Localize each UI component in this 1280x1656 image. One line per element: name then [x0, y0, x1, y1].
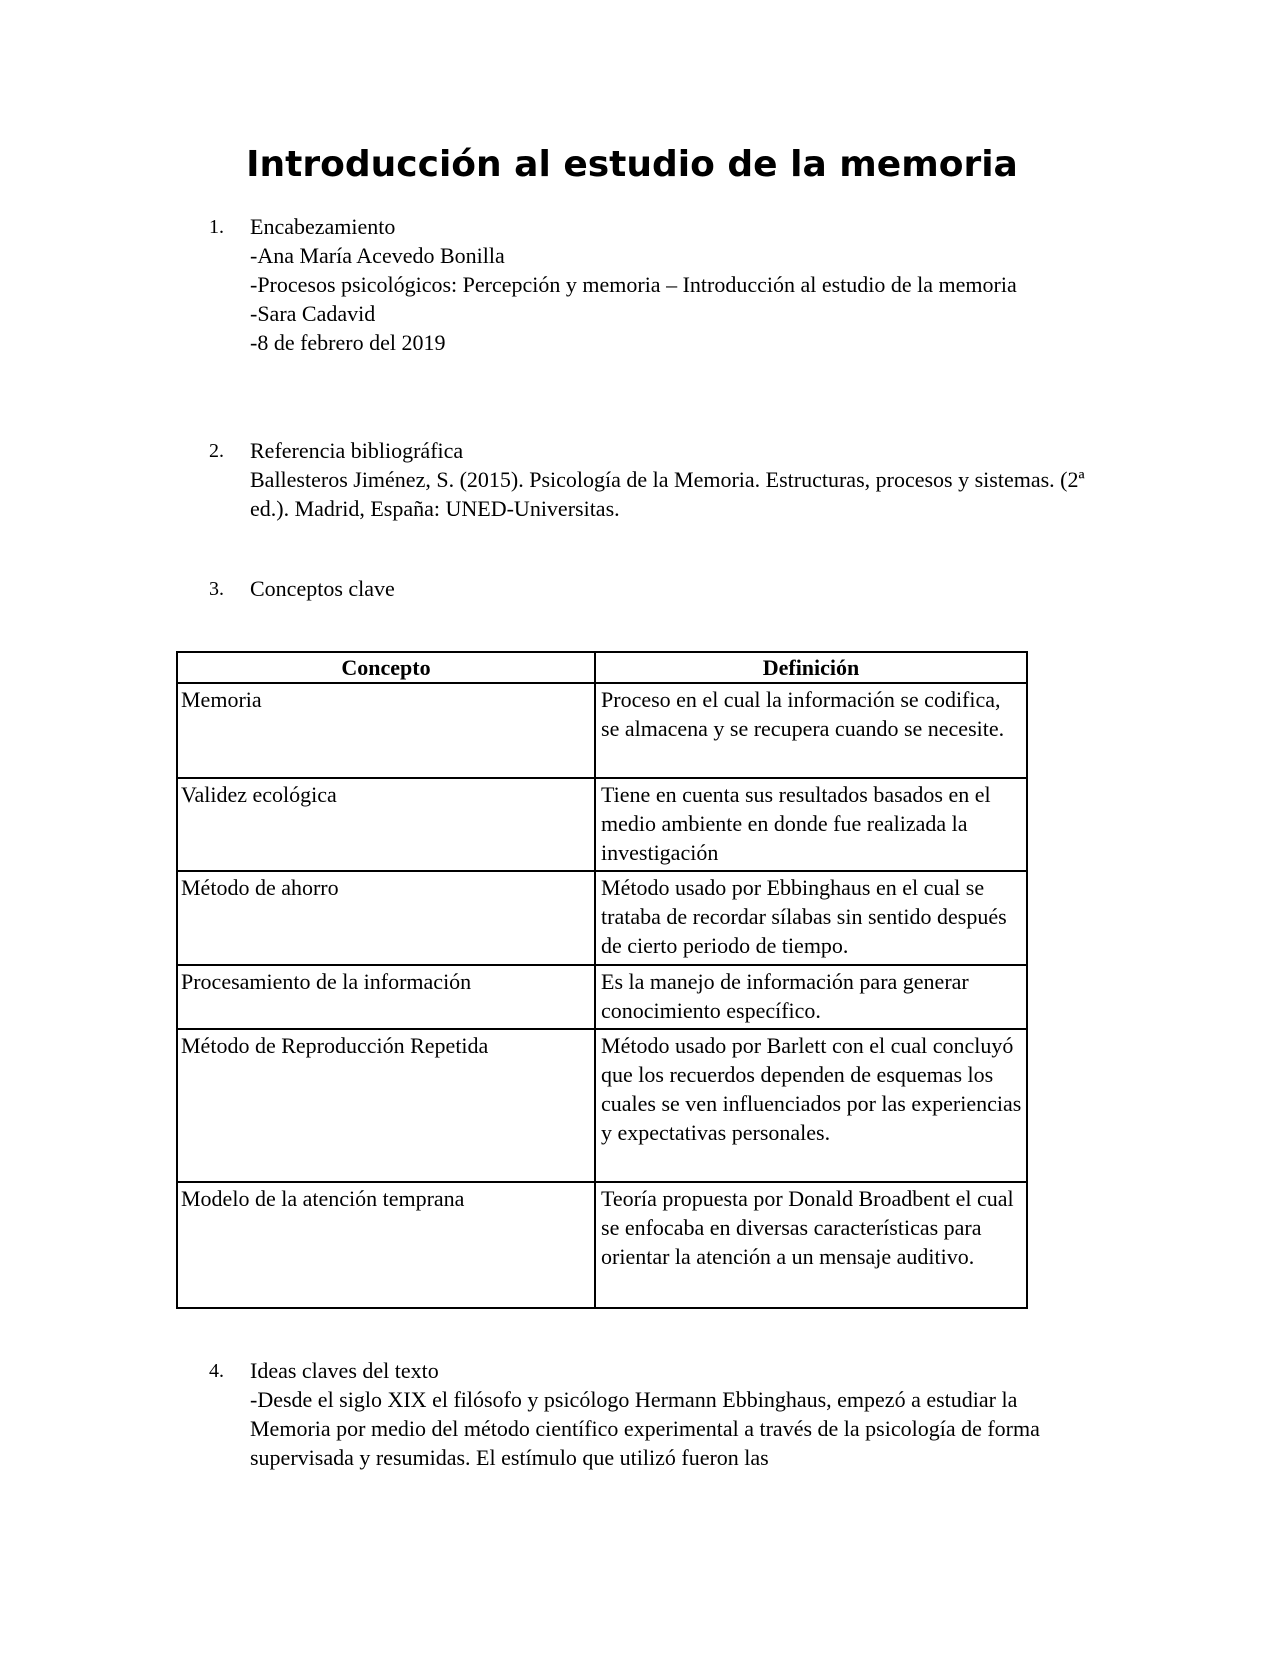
- column-header-definition: Definición: [595, 652, 1027, 683]
- table-row: [177, 871, 1027, 965]
- table-row: [177, 1182, 1027, 1308]
- author-line: -Ana María Acevedo Bonilla: [250, 243, 505, 268]
- table-row: [177, 778, 1027, 871]
- definition-cell: Tiene en cuenta sus resultados basados en el medio ambiente en donde fue realizada la investigación: [595, 778, 1027, 871]
- section-number: 3.: [209, 578, 224, 600]
- concept-cell: Método de Reproducción Repetida: [177, 1029, 595, 1182]
- definition-cell: Teoría propuesta por Donald Broadbent el cual se enfocaba en diversas características para orientar la atención a un mensaje auditivo.: [595, 1182, 1027, 1308]
- concepts-table: [176, 651, 1028, 1309]
- page-title: Introducción al estudio de la memoria: [246, 144, 1018, 185]
- definition-cell: Método usado por Barlett con el cual concluyó que los recuerdos dependen de esquemas los cuales se ven influenciados por las experiencias y expectativas personales.: [595, 1029, 1027, 1182]
- section-number: 1.: [209, 216, 224, 238]
- definition-cell: Es la manejo de información para generar conocimiento específico.: [595, 965, 1027, 1029]
- table-row: [177, 683, 1027, 778]
- section-heading: Ideas claves del texto: [250, 1358, 439, 1383]
- section-number: 2.: [209, 440, 224, 462]
- definition-cell: Proceso en el cual la información se codifica, se almacena y se recupera cuando se necesite.: [595, 683, 1027, 778]
- concept-cell: Validez ecológica: [177, 778, 595, 871]
- definition-cell: Método usado por Ebbinghaus en el cual se trataba de recordar sílabas sin sentido después de cierto periodo de tiempo.: [595, 871, 1027, 965]
- concept-cell: Método de ahorro: [177, 871, 595, 965]
- key-ideas-paragraph: -Desde el siglo XIX el filósofo y psicólogo Hermann Ebbinghaus, empezó a estudiar la Memoria por medio del método científico experimental a través de la psicología de forma supervisada y resumidas. El estímulo que utilizó fueron las: [250, 1387, 1040, 1470]
- section-heading: Encabezamiento: [250, 214, 396, 239]
- date-line: -8 de febrero del 2019: [250, 330, 446, 355]
- concept-cell: Procesamiento de la información: [177, 965, 595, 1029]
- table-row: [177, 1029, 1027, 1182]
- column-header-concept: Concepto: [177, 652, 595, 683]
- concept-cell: Memoria: [177, 683, 595, 778]
- section-heading: Conceptos clave: [250, 576, 395, 601]
- table-header-row: [177, 652, 1027, 683]
- section-number: 4.: [209, 1360, 224, 1382]
- table-row: [177, 965, 1027, 1029]
- course-line: -Procesos psicológicos: Percepción y memoria – Introducción al estudio de la memoria: [250, 272, 1017, 297]
- section-heading: Referencia bibliográfica: [250, 438, 464, 463]
- concept-cell: Modelo de la atención temprana: [177, 1182, 595, 1308]
- bibliographic-reference: Ballesteros Jiménez, S. (2015). Psicología de la Memoria. Estructuras, procesos y sistemas. (2ª ed.). Madrid, España: UNED-Universitas.: [250, 467, 1085, 521]
- teacher-line: -Sara Cadavid: [250, 301, 376, 326]
